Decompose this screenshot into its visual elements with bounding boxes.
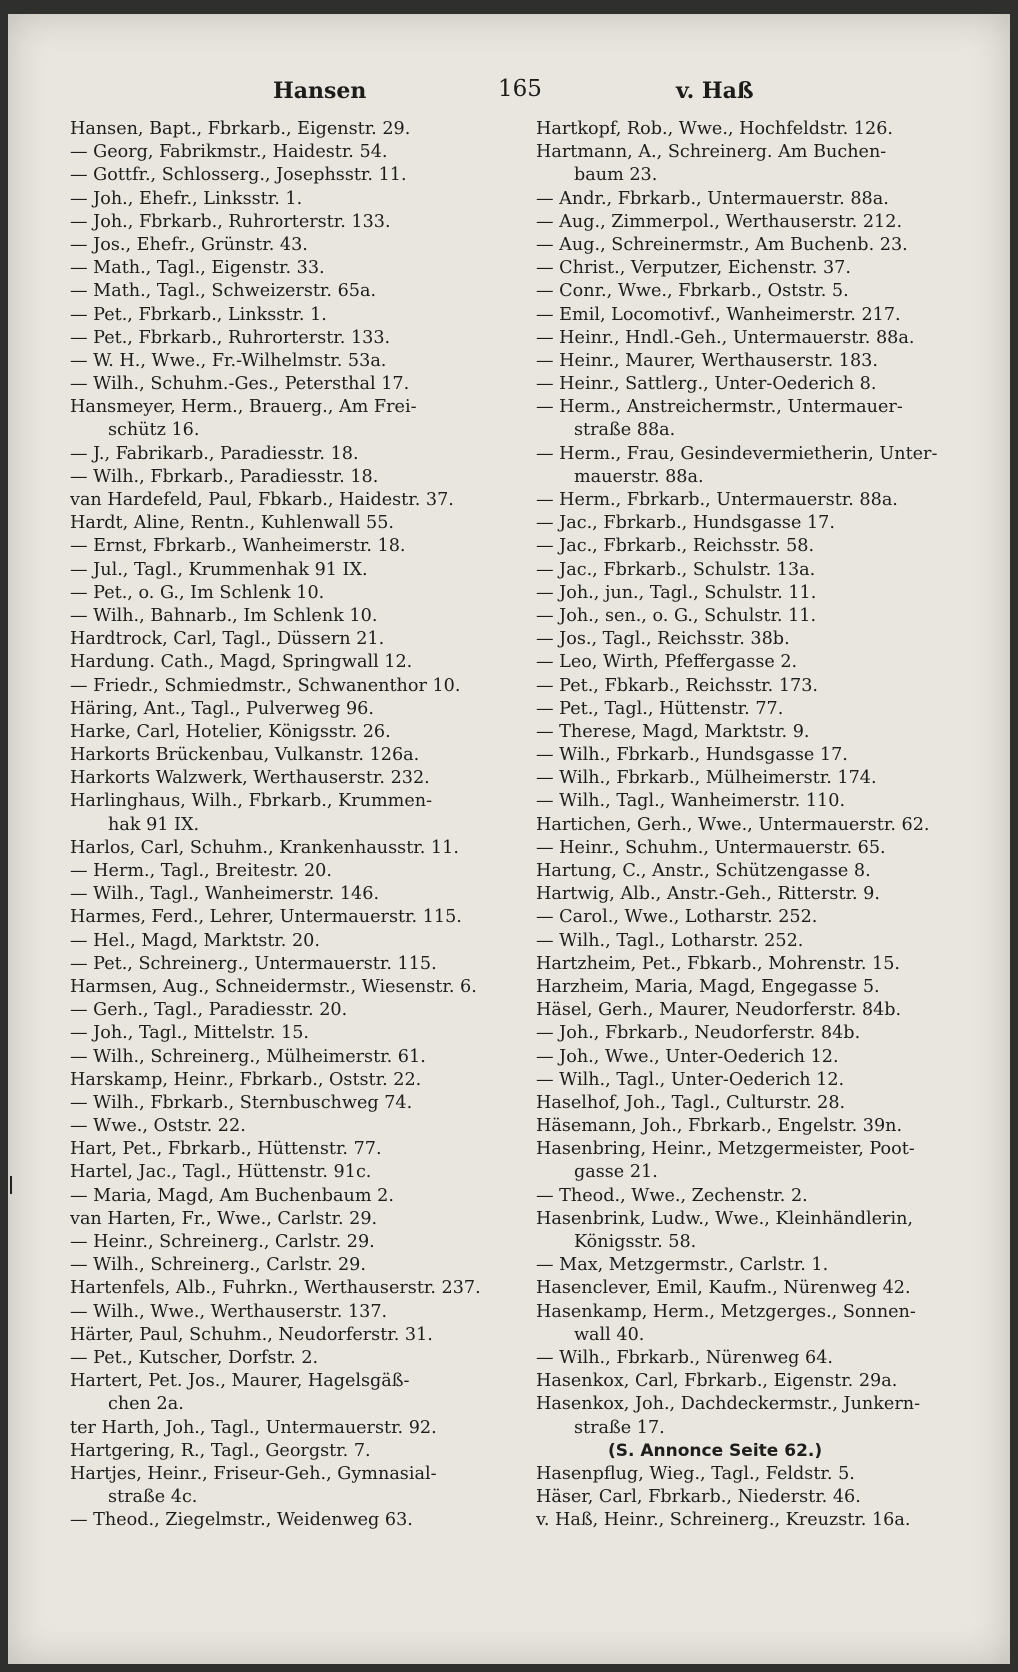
directory-entry: Harmsen, Aug., Schneidermstr., Wiesenstr. 6. bbox=[70, 976, 477, 997]
directory-entry: ter Harth, Joh., Tagl., Untermauerstr. 92. bbox=[70, 1417, 437, 1438]
left-column bbox=[70, 118, 522, 1532]
directory-entry: — Jul., Tagl., Krummenhak 91 IX. bbox=[70, 559, 368, 580]
directory-entry: — Wilh., Fbrkarb., Paradiesstr. 18. bbox=[70, 466, 379, 487]
page-number: 165 bbox=[498, 76, 542, 102]
directory-entry: Hartkopf, Rob., Wwe., Hochfeldstr. 126. bbox=[536, 119, 893, 139]
directory-entry: — Pet., Schreinerg., Untermauerstr. 115. bbox=[70, 953, 437, 974]
directory-entry: — Christ., Verputzer, Eichenstr. 37. bbox=[536, 258, 851, 279]
directory-entry: Hartichen, Gerh., Wwe., Untermauerstr. 62. bbox=[536, 814, 930, 835]
directory-entry: — Wilh., Fbrkarb., Hundsgasse 17. bbox=[536, 745, 848, 766]
margin-mark bbox=[10, 1176, 12, 1194]
directory-entry: — Pet., Kutscher, Dorfstr. 2. bbox=[70, 1347, 319, 1368]
directory-entry-continuation: wall 40. bbox=[574, 1324, 645, 1345]
directory-entry: — Wilh., Tagl., Unter-Oederich 12. bbox=[536, 1069, 845, 1090]
directory-entry: — Leo, Wirth, Pfeffergasse 2. bbox=[536, 652, 798, 673]
directory-entry: Hasenbrink, Ludw., Wwe., Kleinhändlerin, bbox=[536, 1208, 913, 1229]
directory-entry: Hartwig, Alb., Anstr.-Geh., Ritterstr. 9. bbox=[536, 884, 880, 905]
directory-entry: v. Haß, Heinr., Schreinerg., Kreuzstr. 16a. bbox=[536, 1510, 911, 1531]
directory-entry: Hart, Pet., Fbrkarb., Hüttenstr. 77. bbox=[70, 1139, 382, 1160]
directory-entry: Harlinghaus, Wilh., Fbrkarb., Krummen- bbox=[70, 791, 433, 812]
directory-entry: Hasenkox, Carl, Fbrkarb., Eigenstr. 29a. bbox=[536, 1371, 898, 1392]
directory-entry: Harke, Carl, Hotelier, Königsstr. 26. bbox=[70, 721, 391, 742]
directory-entry: — Wilh., Tagl., Wanheimerstr. 110. bbox=[536, 791, 846, 812]
directory-entry: — Aug., Schreinermstr., Am Buchenb. 23. bbox=[536, 234, 908, 255]
directory-entry: — Pet., Tagl., Hüttenstr. 77. bbox=[536, 698, 784, 719]
directory-entry-continuation: mauerstr. 88a. bbox=[574, 466, 704, 487]
directory-entry-continuation: Königsstr. 58. bbox=[574, 1232, 697, 1252]
directory-entry: — Wilh., Schuhm.-Ges., Petersthal 17. bbox=[70, 374, 410, 395]
directory-entry: — Herm., Fbrkarb., Untermauerstr. 88a. bbox=[536, 490, 898, 510]
directory-entry: — Herm., Tagl., Breitestr. 20. bbox=[70, 861, 332, 881]
directory-entry: — Wilh., Tagl., Wanheimerstr. 146. bbox=[70, 884, 380, 905]
directory-entry: Hartzheim, Pet., Fbkarb., Mohrenstr. 15. bbox=[536, 953, 901, 974]
directory-entry: — Joh., Wwe., Unter-Oederich 12. bbox=[536, 1046, 839, 1067]
directory-entry: — W. H., Wwe., Fr.-Wilhelmstr. 53a. bbox=[70, 350, 387, 371]
directory-entry: — Wilh., Bahnarb., Im Schlenk 10. bbox=[70, 605, 378, 626]
directory-entry: Hansmeyer, Herm., Brauerg., Am Frei- bbox=[70, 397, 417, 418]
directory-entry: — Aug., Zimmerpol., Werthauserstr. 212. bbox=[536, 211, 903, 232]
directory-entry: Hartel, Jac., Tagl., Hüttenstr. 91c. bbox=[70, 1162, 372, 1183]
directory-entry: — Emil, Locomotivf., Wanheimerstr. 217. bbox=[536, 304, 901, 325]
directory-entry: — Max, Metzgermstr., Carlstr. 1. bbox=[536, 1255, 829, 1276]
directory-entry: Häsel, Gerh., Maurer, Neudorferstr. 84b. bbox=[536, 1000, 902, 1021]
directory-entry: — Joh., Ehefr., Linksstr. 1. bbox=[70, 188, 303, 209]
directory-entry: Harskamp, Heinr., Fbrkarb., Oststr. 22. bbox=[70, 1069, 422, 1090]
directory-entry: Harlos, Carl, Schuhm., Krankenhausstr. 11. bbox=[70, 837, 459, 858]
directory-entry: — Georg, Fabrikmstr., Haidestr. 54. bbox=[70, 142, 388, 163]
directory-entry: Hartung, C., Anstr., Schützengasse 8. bbox=[536, 861, 871, 881]
directory-entry: — Theod., Ziegelmstr., Weidenweg 63. bbox=[70, 1510, 413, 1531]
directory-entry: Hardt, Aline, Rentn., Kuhlenwall 55. bbox=[70, 513, 394, 534]
directory-entry: — Wilh., Schreinerg., Mülheimerstr. 61. bbox=[70, 1046, 426, 1067]
directory-entry: Häser, Carl, Fbrkarb., Niederstr. 46. bbox=[536, 1487, 861, 1508]
directory-entry: Hasenkamp, Herm., Metzgerges., Sonnen- bbox=[536, 1301, 916, 1322]
directory-entry: Häring, Ant., Tagl., Pulverweg 96. bbox=[70, 698, 374, 719]
directory-entry: Harkorts Walzwerk, Werthauserstr. 232. bbox=[70, 768, 430, 789]
directory-entry-continuation: schütz 16. bbox=[108, 420, 200, 441]
directory-entry: — Gottfr., Schlosserg., Josephsstr. 11. bbox=[70, 165, 407, 186]
directory-entry: — Joh., jun., Tagl., Schulstr. 11. bbox=[536, 582, 817, 603]
directory-entry: — Herm., Frau, Gesindevermietherin, Unter- bbox=[536, 443, 938, 464]
directory-entry: — Andr., Fbrkarb., Untermauerstr. 88a. bbox=[536, 188, 889, 209]
directory-entry: — Wilh., Wwe., Werthauserstr. 137. bbox=[70, 1301, 388, 1322]
directory-entry: — Theod., Wwe., Zechenstr. 2. bbox=[536, 1185, 808, 1206]
directory-entry: — Heinr., Maurer, Werthauserstr. 183. bbox=[536, 350, 878, 371]
directory-entry: Hasenclever, Emil, Kaufm., Nürenweg 42. bbox=[536, 1278, 911, 1299]
directory-entry: Harzheim, Maria, Magd, Engegasse 5. bbox=[536, 976, 880, 997]
directory-entry: van Hardefeld, Paul, Fbkarb., Haidestr. 37. bbox=[70, 490, 454, 510]
directory-entry: — Heinr., Schuhm., Untermauerstr. 65. bbox=[536, 837, 886, 858]
directory-entry: — Joh., Tagl., Mittelstr. 15. bbox=[70, 1023, 310, 1044]
directory-entry: — Pet., o. G., Im Schlenk 10. bbox=[70, 582, 325, 603]
directory-entry: — Wwe., Oststr. 22. bbox=[70, 1116, 246, 1137]
directory-entry: — Jac., Fbrkarb., Reichsstr. 58. bbox=[536, 536, 815, 557]
directory-entry-continuation: straße 4c. bbox=[108, 1487, 198, 1508]
directory-entry: — J., Fabrikarb., Paradiesstr. 18. bbox=[70, 443, 359, 464]
directory-entry: — Wilh., Fbrkarb., Nürenweg 64. bbox=[536, 1347, 833, 1368]
header-left-keyword: Hansen bbox=[273, 78, 367, 104]
directory-entry: — Wilh., Fbrkarb., Mülheimerstr. 174. bbox=[536, 768, 877, 789]
directory-entry: — Heinr., Schreinerg., Carlstr. 29. bbox=[70, 1232, 375, 1252]
directory-entry: — Heinr., Sattlerg., Unter-Oederich 8. bbox=[536, 374, 877, 395]
directory-entry: — Maria, Magd, Am Buchenbaum 2. bbox=[70, 1185, 394, 1206]
directory-entry-continuation: gasse 21. bbox=[574, 1162, 658, 1183]
directory-entry: — Pet., Fbrkarb., Ruhrorterstr. 133. bbox=[70, 327, 391, 348]
directory-entry-continuation: baum 23. bbox=[574, 165, 658, 186]
directory-entry-continuation: straße 88a. bbox=[574, 420, 676, 441]
directory-entry: — Gerh., Tagl., Paradiesstr. 20. bbox=[70, 1000, 348, 1021]
directory-entry: — Conr., Wwe., Fbrkarb., Oststr. 5. bbox=[536, 281, 849, 302]
directory-entry: — Herm., Anstreichermstr., Untermauer- bbox=[536, 397, 903, 418]
directory-entry-continuation: chen 2a. bbox=[108, 1394, 184, 1415]
directory-entry: — Math., Tagl., Eigenstr. 33. bbox=[70, 258, 325, 279]
directory-entry: — Wilh., Fbrkarb., Sternbuschweg 74. bbox=[70, 1092, 413, 1113]
directory-entry: Hasenpflug, Wieg., Tagl., Feldstr. 5. bbox=[536, 1463, 855, 1484]
directory-entry: — Joh., Fbrkarb., Neudorferstr. 84b. bbox=[536, 1023, 861, 1044]
header-right-keyword: v. Haß bbox=[676, 78, 754, 104]
directory-entry: Harmes, Ferd., Lehrer, Untermauerstr. 115. bbox=[70, 907, 462, 928]
directory-entry: Hasenbring, Heinr., Metzgermeister, Poot- bbox=[536, 1139, 915, 1160]
directory-entry: — Hel., Magd, Marktstr. 20. bbox=[70, 930, 320, 951]
directory-entry: Hartgering, R., Tagl., Georgstr. 7. bbox=[70, 1440, 371, 1461]
directory-entry: Hartmann, A., Schreinerg. Am Buchen- bbox=[536, 142, 887, 163]
directory-entry: — Ernst, Fbrkarb., Wanheimerstr. 18. bbox=[70, 536, 406, 557]
directory-page bbox=[8, 14, 1010, 1664]
directory-entry: Hartenfels, Alb., Fuhrkn., Werthauserstr. 237. bbox=[70, 1278, 481, 1299]
directory-entry: Häsemann, Joh., Fbrkarb., Engelstr. 39n. bbox=[536, 1116, 903, 1137]
directory-entry: Harkorts Brückenbau, Vulkanstr. 126a. bbox=[70, 745, 420, 766]
directory-entry: — Jac., Fbrkarb., Hundsgasse 17. bbox=[536, 513, 835, 534]
directory-entry: Hartjes, Heinr., Friseur-Geh., Gymnasial- bbox=[70, 1463, 437, 1484]
directory-entry: Hansen, Bapt., Fbrkarb., Eigenstr. 29. bbox=[70, 119, 411, 139]
advertisement-note: (S. Annonce Seite 62.) bbox=[608, 1440, 823, 1461]
directory-entry: — Pet., Fbkarb., Reichsstr. 173. bbox=[536, 675, 818, 696]
directory-entry: — Carol., Wwe., Lotharstr. 252. bbox=[536, 907, 818, 928]
directory-entry: — Jos., Tagl., Reichsstr. 38b. bbox=[536, 629, 790, 650]
directory-entry: — Jac., Fbrkarb., Schulstr. 13a. bbox=[536, 559, 816, 580]
directory-entry: Haselhof, Joh., Tagl., Culturstr. 28. bbox=[536, 1092, 846, 1113]
directory-entry: — Wilh., Schreinerg., Carlstr. 29. bbox=[70, 1255, 366, 1276]
directory-entry: — Heinr., Hndl.-Geh., Untermauerstr. 88a. bbox=[536, 327, 915, 348]
directory-entry: — Math., Tagl., Schweizerstr. 65a. bbox=[70, 281, 377, 302]
directory-entry: Härter, Paul, Schuhm., Neudorferstr. 31. bbox=[70, 1324, 433, 1345]
directory-entry-continuation: hak 91 IX. bbox=[108, 814, 200, 835]
directory-entry: Hartert, Pet. Jos., Maurer, Hagelsgäß- bbox=[70, 1371, 410, 1392]
directory-entry: — Joh., sen., o. G., Schulstr. 11. bbox=[536, 605, 817, 626]
directory-entry: — Wilh., Tagl., Lotharstr. 252. bbox=[536, 930, 804, 951]
directory-entry: — Friedr., Schmiedmstr., Schwanenthor 10. bbox=[70, 675, 461, 696]
directory-entry: — Jos., Ehefr., Grünstr. 43. bbox=[70, 234, 308, 255]
directory-entry: — Therese, Magd, Marktstr. 9. bbox=[536, 721, 810, 742]
page-header bbox=[8, 70, 1010, 110]
right-column bbox=[536, 118, 988, 1532]
directory-entry: — Joh., Fbrkarb., Ruhrorterstr. 133. bbox=[70, 211, 391, 232]
directory-entry: Hardung. Cath., Magd, Springwall 12. bbox=[70, 652, 413, 673]
directory-entry: — Pet., Fbrkarb., Linksstr. 1. bbox=[70, 304, 327, 325]
directory-entry: van Harten, Fr., Wwe., Carlstr. 29. bbox=[70, 1208, 378, 1229]
directory-entry-continuation: straße 17. bbox=[574, 1417, 665, 1438]
directory-entry: Hasenkox, Joh., Dachdeckermstr., Junkern- bbox=[536, 1394, 921, 1415]
directory-entry: Hardtrock, Carl, Tagl., Düssern 21. bbox=[70, 629, 385, 650]
